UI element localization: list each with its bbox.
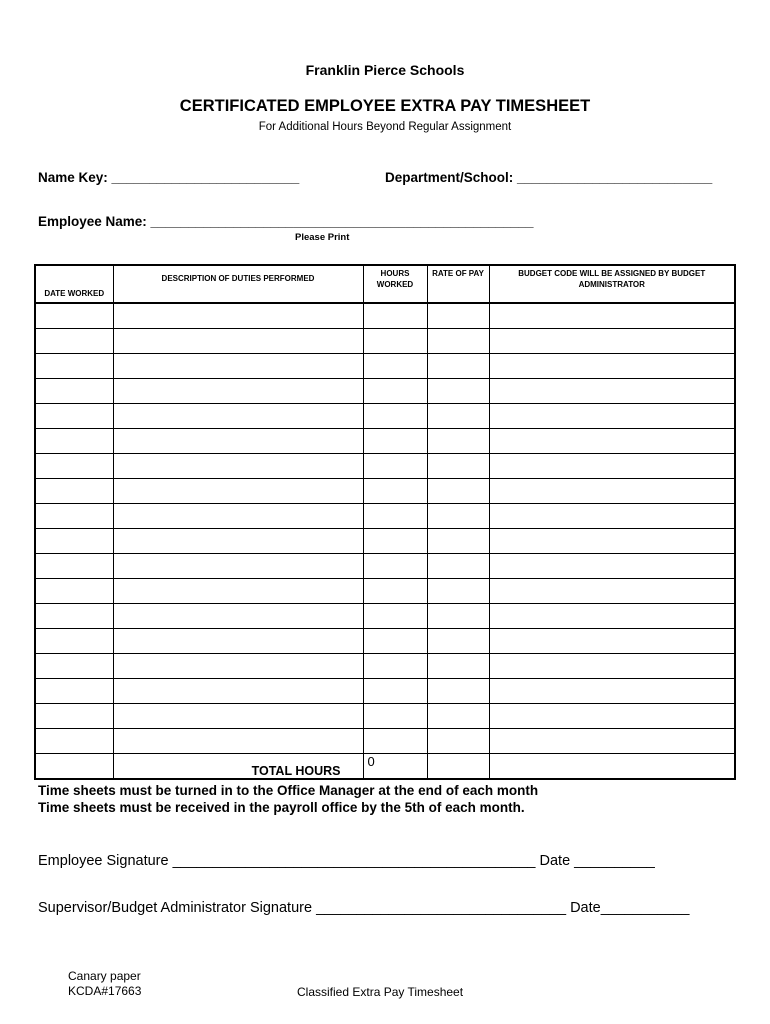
form-name-footer: Classified Extra Pay Timesheet: [297, 985, 464, 999]
table-row: [35, 679, 735, 704]
hours-cell[interactable]: [363, 654, 427, 679]
date-cell[interactable]: [35, 303, 113, 329]
hours-cell[interactable]: [363, 379, 427, 404]
budget-code-cell[interactable]: [489, 629, 735, 654]
hours-cell[interactable]: [363, 554, 427, 579]
table-row: [35, 479, 735, 504]
rate-cell[interactable]: [427, 654, 489, 679]
description-cell[interactable]: [113, 379, 363, 404]
rate-cell[interactable]: [427, 529, 489, 554]
description-cell[interactable]: [113, 704, 363, 729]
date-cell[interactable]: [35, 729, 113, 754]
description-cell[interactable]: [113, 404, 363, 429]
rate-cell[interactable]: [427, 379, 489, 404]
form-subtitle: For Additional Hours Beyond Regular Assignment: [258, 121, 512, 133]
name-key-field[interactable]: Name Key: _________________________: [38, 170, 300, 185]
budget-code-cell[interactable]: [489, 454, 735, 479]
col-header-rate-of-pay: RATE OF PAY: [427, 265, 489, 303]
description-cell[interactable]: [113, 729, 363, 754]
date-cell[interactable]: [35, 329, 113, 354]
description-cell[interactable]: [113, 429, 363, 454]
submission-notes: [38, 782, 538, 816]
rate-cell[interactable]: [427, 729, 489, 754]
budget-code-cell[interactable]: [489, 329, 735, 354]
rate-cell[interactable]: [427, 704, 489, 729]
date-cell[interactable]: [35, 529, 113, 554]
table-row: [35, 504, 735, 529]
note-line-1: Time sheets must be turned in to the Office Manager at the end of each month: [38, 783, 539, 798]
hours-cell[interactable]: [363, 454, 427, 479]
description-cell[interactable]: [113, 303, 363, 329]
budget-code-cell[interactable]: [489, 579, 735, 604]
table-row: [35, 554, 735, 579]
date-cell[interactable]: [35, 354, 113, 379]
hours-cell[interactable]: [363, 604, 427, 629]
rate-cell[interactable]: [427, 579, 489, 604]
table-row: [35, 379, 735, 404]
description-cell[interactable]: [113, 454, 363, 479]
rate-cell[interactable]: [427, 454, 489, 479]
hours-cell[interactable]: [363, 729, 427, 754]
date-cell[interactable]: [35, 604, 113, 629]
hours-cell[interactable]: [363, 429, 427, 454]
date-cell[interactable]: [35, 704, 113, 729]
table-row: [35, 429, 735, 454]
table-row: [35, 404, 735, 429]
budget-code-cell[interactable]: [489, 404, 735, 429]
table-row: [35, 529, 735, 554]
form-number: KCDA#17663: [68, 984, 142, 998]
date-cell[interactable]: [35, 479, 113, 504]
hours-cell[interactable]: [363, 479, 427, 504]
date-cell[interactable]: [35, 629, 113, 654]
rate-cell[interactable]: [427, 504, 489, 529]
description-cell[interactable]: [113, 654, 363, 679]
rate-cell[interactable]: [427, 329, 489, 354]
rate-cell[interactable]: [427, 604, 489, 629]
hours-cell[interactable]: [363, 704, 427, 729]
rate-cell[interactable]: [427, 303, 489, 329]
table-header-row: [35, 265, 735, 303]
note-line-2: Time sheets must be received in the payroll office by the 5th of each month.: [38, 800, 525, 815]
description-cell[interactable]: [113, 629, 363, 654]
date-cell[interactable]: [35, 554, 113, 579]
budget-code-cell[interactable]: [489, 554, 735, 579]
budget-code-cell[interactable]: [489, 303, 735, 329]
hours-cell[interactable]: [363, 303, 427, 329]
table-row: [35, 454, 735, 479]
budget-code-cell[interactable]: [489, 429, 735, 454]
table-row: [35, 629, 735, 654]
hours-cell[interactable]: [363, 404, 427, 429]
budget-code-cell[interactable]: [489, 504, 735, 529]
hours-cell[interactable]: [363, 329, 427, 354]
school-name: Franklin Pierce Schools: [305, 62, 465, 78]
hours-cell[interactable]: [363, 679, 427, 704]
total-row: [35, 754, 735, 780]
budget-code-cell[interactable]: [489, 479, 735, 504]
table-row: [35, 654, 735, 679]
date-cell[interactable]: [35, 504, 113, 529]
supervisor-signature-line[interactable]: Supervisor/Budget Administrator Signature _______________________________ Date___________: [38, 900, 690, 916]
budget-code-cell[interactable]: [489, 529, 735, 554]
description-cell[interactable]: [113, 554, 363, 579]
table-row: [35, 579, 735, 604]
description-cell[interactable]: [113, 604, 363, 629]
description-cell[interactable]: [113, 329, 363, 354]
table-row: [35, 354, 735, 379]
budget-code-cell[interactable]: [489, 654, 735, 679]
hours-cell[interactable]: [363, 529, 427, 554]
paper-info: [68, 969, 141, 999]
please-print-hint: Please Print: [295, 232, 350, 243]
description-cell[interactable]: [113, 579, 363, 604]
timesheet-table: [34, 264, 736, 780]
date-cell[interactable]: [35, 379, 113, 404]
hours-cell[interactable]: [363, 579, 427, 604]
total-rate-cell: [427, 754, 489, 780]
description-cell[interactable]: [113, 479, 363, 504]
rate-cell[interactable]: [427, 429, 489, 454]
rate-cell[interactable]: [427, 479, 489, 504]
table-row: [35, 704, 735, 729]
table-row: [35, 604, 735, 629]
col-header-description: DESCRIPTION OF DUTIES PERFORMED: [113, 265, 363, 303]
description-cell[interactable]: [113, 354, 363, 379]
total-hours-label: TOTAL HOURS: [113, 754, 363, 780]
rate-cell[interactable]: [427, 354, 489, 379]
hours-cell[interactable]: [363, 504, 427, 529]
total-budget-cell: [489, 754, 735, 780]
employee-signature-line[interactable]: Employee Signature _____________________________________________ Date __________: [38, 853, 655, 869]
hours-cell[interactable]: [363, 354, 427, 379]
date-cell[interactable]: [35, 429, 113, 454]
total-date-cell: [35, 754, 113, 780]
date-cell[interactable]: [35, 404, 113, 429]
date-cell[interactable]: [35, 579, 113, 604]
col-header-date-worked: DATE WORKED: [35, 265, 113, 303]
table-row: [35, 303, 735, 329]
description-cell[interactable]: [113, 504, 363, 529]
budget-code-cell[interactable]: [489, 729, 735, 754]
budget-code-cell[interactable]: [489, 704, 735, 729]
budget-code-cell[interactable]: [489, 379, 735, 404]
date-cell[interactable]: [35, 679, 113, 704]
date-cell[interactable]: [35, 454, 113, 479]
table-row: [35, 329, 735, 354]
col-header-budget-code: BUDGET CODE WILL BE ASSIGNED BY BUDGET ADMINISTRATOR: [489, 265, 735, 303]
hours-cell[interactable]: [363, 629, 427, 654]
budget-code-cell[interactable]: [489, 604, 735, 629]
rate-cell[interactable]: [427, 629, 489, 654]
form-title: CERTIFICATED EMPLOYEE EXTRA PAY TIMESHEET: [179, 97, 591, 115]
budget-code-cell[interactable]: [489, 354, 735, 379]
department-school-field[interactable]: Department/School: __________________________: [385, 170, 713, 185]
description-cell[interactable]: [113, 529, 363, 554]
rate-cell[interactable]: [427, 679, 489, 704]
date-cell[interactable]: [35, 654, 113, 679]
employee-name-field[interactable]: Employee Name: ___________________________________________________: [38, 214, 534, 229]
description-cell[interactable]: [113, 679, 363, 704]
paper-color: Canary paper: [68, 969, 141, 983]
budget-code-cell[interactable]: [489, 679, 735, 704]
table-row: [35, 729, 735, 754]
total-hours-value[interactable]: 0: [363, 754, 427, 780]
col-header-hours-worked: HOURS WORKED: [363, 265, 427, 303]
rate-cell[interactable]: [427, 404, 489, 429]
rate-cell[interactable]: [427, 554, 489, 579]
